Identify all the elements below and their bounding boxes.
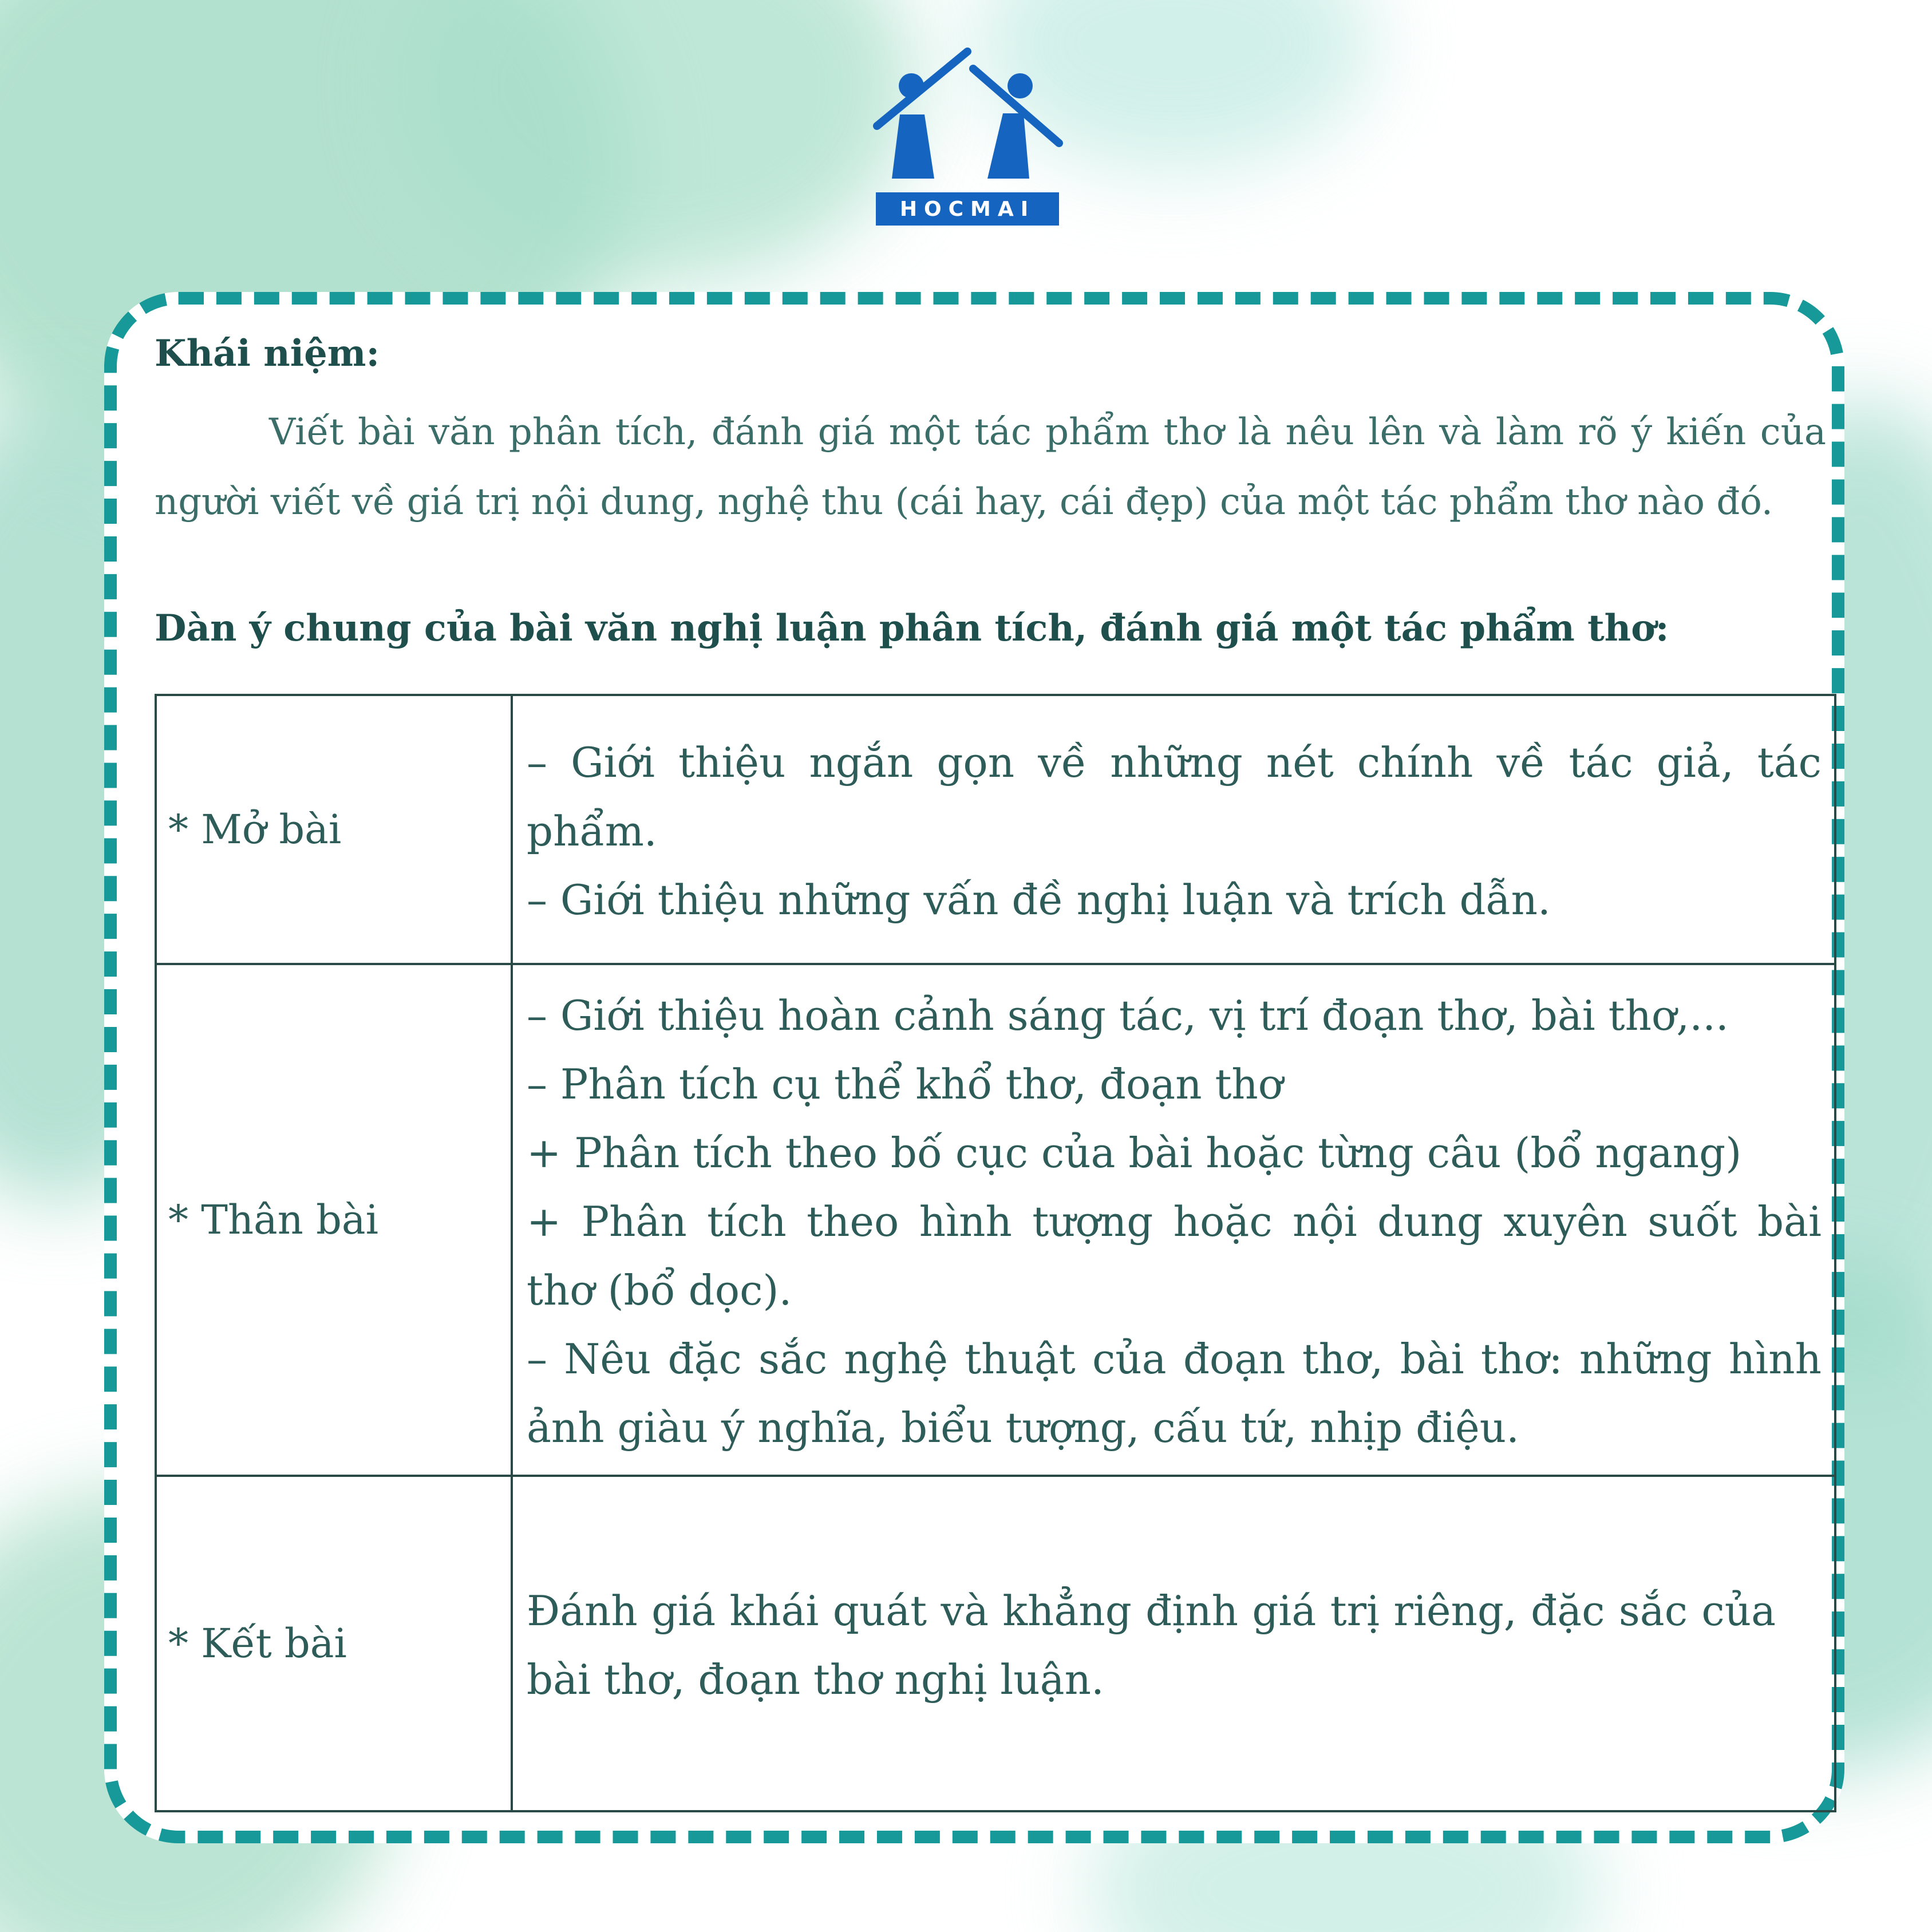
logo-wordmark: HOCMAI — [899, 197, 1036, 221]
content-line: + Phân tích theo hình tượng hoặc nội dung xuyên suốt bài thơ (bổ dọc). — [527, 1198, 1822, 1314]
section-label-cell — [156, 695, 512, 964]
section-label-cell — [156, 964, 512, 1476]
table-row-ket-bai — [156, 1476, 1835, 1811]
section-content-cell — [512, 964, 1835, 1476]
section-content-cell — [512, 1476, 1835, 1811]
hocmai-logo-icon — [870, 46, 1065, 229]
concept-body: Viết bài văn phân tích, đánh giá một tác phẩm thơ là nêu lên và làm rõ ý kiến của người viết về giá trị nội dung, nghệ thu (cái hay, cái đẹp) của một tác phẩm thơ nào đó. — [155, 411, 1826, 523]
section-label: * Kết bài — [168, 1620, 347, 1667]
concept-heading: Khái niệm: — [155, 332, 380, 375]
content-line: – Giới thiệu những vấn đề nghị luận và trích dẫn. — [527, 876, 1551, 924]
content-line: + Phân tích theo bố cục của bài hoặc từng câu (bổ ngang) — [527, 1129, 1742, 1177]
section-content-cell — [512, 695, 1835, 964]
table-row-mo-bai — [156, 695, 1835, 964]
outline-table — [155, 694, 1836, 1812]
content-line: – Nêu đặc sắc nghệ thuật của đoạn thơ, bài thơ: những hình ảnh giàu ý nghĩa, biểu tượng, cấu tứ, nhịp điệu. — [527, 1335, 1822, 1452]
section-label: * Mở bài — [168, 806, 342, 853]
hocmai-logo — [870, 46, 1065, 229]
content-line: – Giới thiệu hoàn cảnh sáng tác, vị trí đoạn thơ, bài thơ,... — [527, 991, 1729, 1040]
content-line: Đánh giá khái quát và khẳng định giá trị riêng, đặc sắc của bài thơ, đoạn thơ nghị luận. — [527, 1587, 1776, 1704]
section-label: * Thân bài — [168, 1196, 379, 1243]
outline-heading: Dàn ý chung của bài văn nghị luận phân tích, đánh giá một tác phẩm thơ: — [155, 607, 1669, 650]
content-line: – Giới thiệu ngắn gọn về những nét chính về tác giả, tác phẩm. — [527, 738, 1822, 855]
section-label-cell — [156, 1476, 512, 1811]
table-row-than-bai — [156, 964, 1835, 1476]
content-card — [104, 292, 1844, 1843]
content-line: – Phân tích cụ thể khổ thơ, đoạn thơ — [527, 1060, 1283, 1108]
